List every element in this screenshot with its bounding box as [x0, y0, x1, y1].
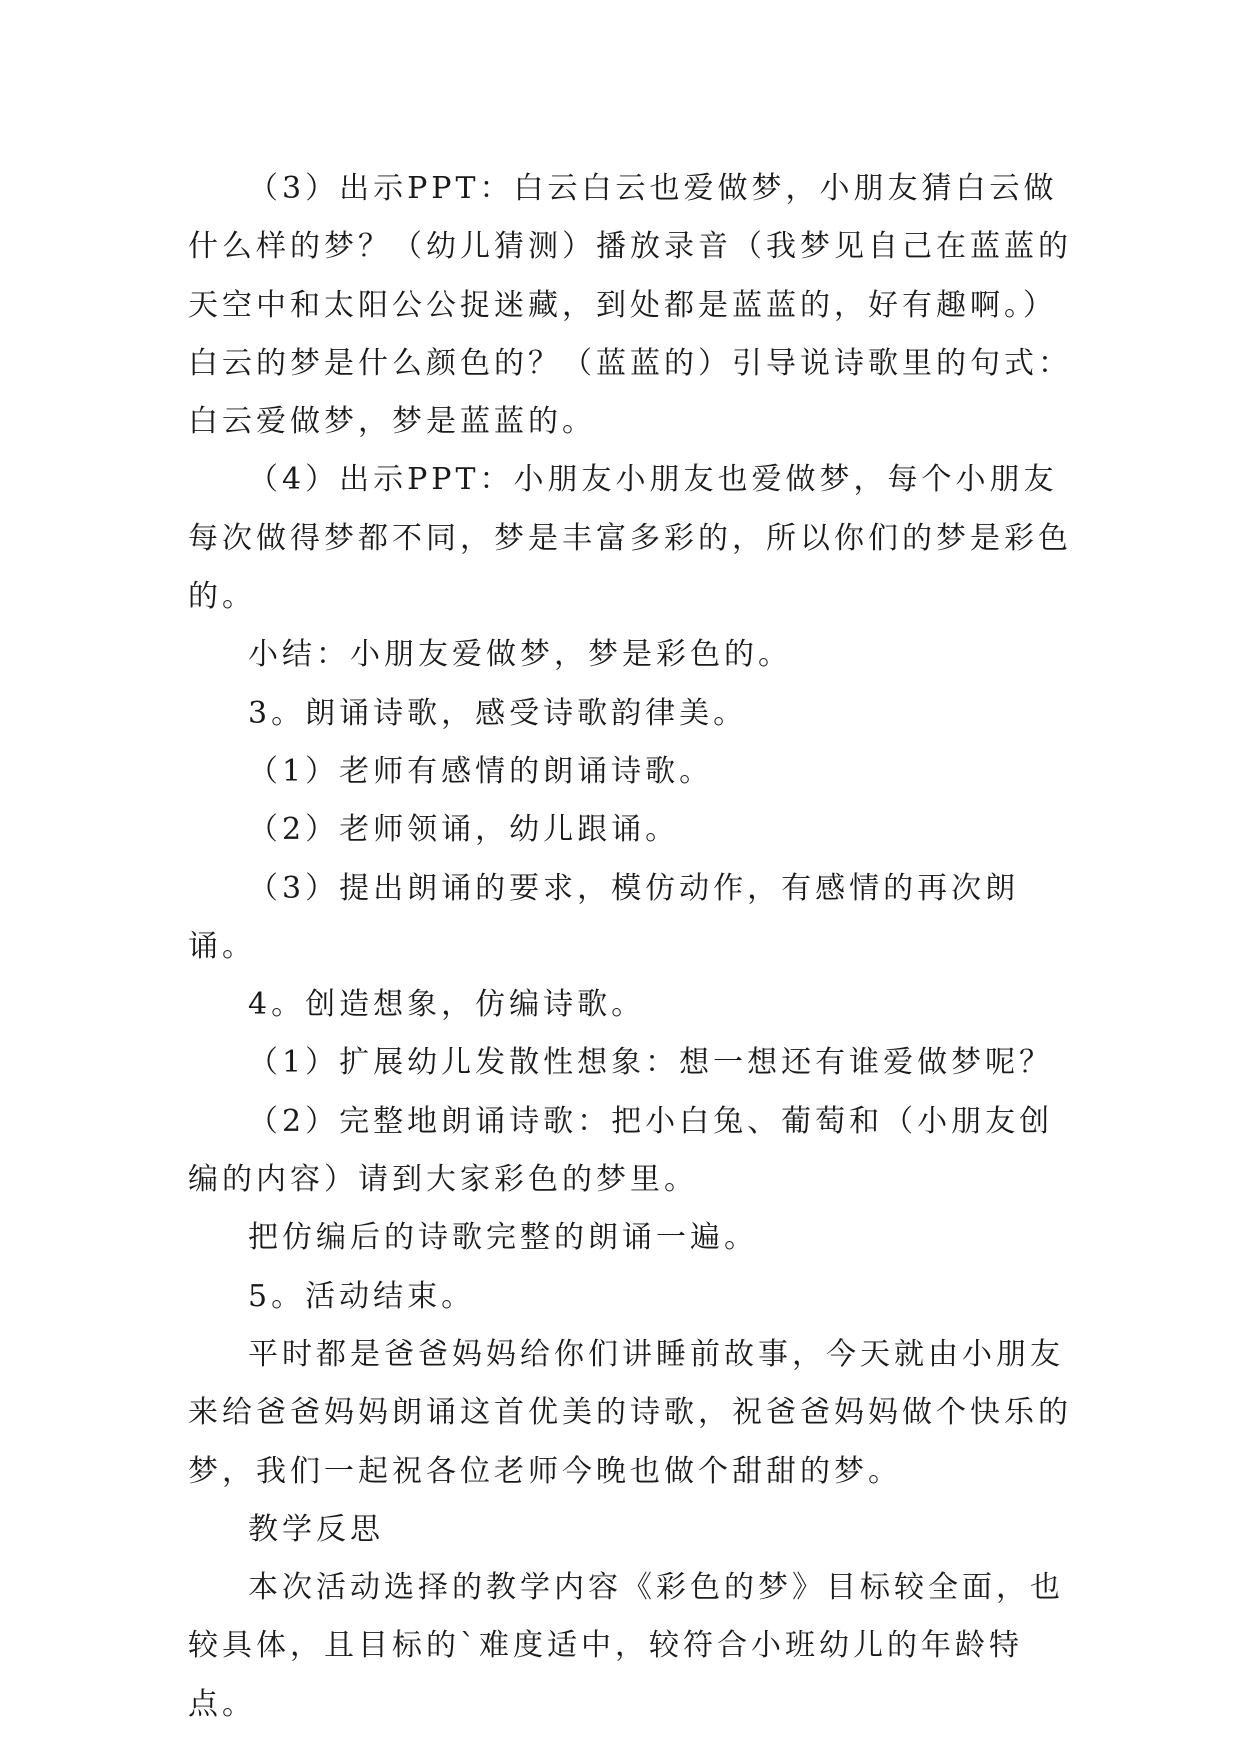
document-body: [188, 160, 1078, 1734]
list-item-recite-1: （1）老师有感情的朗诵诗歌。: [248, 753, 714, 789]
paragraph-white-cloud: （3）出示PPT：白云白云也爱做梦，小朋友猜白云做什么样的梦？（幼儿猜测）播放录音（我梦见自己在蓝蓝的天空中和太阳公公捉迷藏，到处都是蓝蓝的，好有趣啊。）白云的梦是什么颜色的？（蓝蓝的）引导说诗歌里的句式：白云爱做梦，梦是蓝蓝的。: [188, 171, 1072, 440]
section-heading-reflection: 教学反思: [248, 1511, 384, 1547]
paragraph-ending: 平时都是爸爸妈妈给你们讲睡前故事，今天就由小朋友来给爸爸妈妈朗诵这首优美的诗歌，祝爸爸妈妈做个快乐的梦，我们一起祝各位老师今晚也做个甜甜的梦。: [188, 1336, 1072, 1489]
list-item-recite-3: （3）提出朗诵的要求，模仿动作，有感情的再次朗诵。: [188, 870, 1020, 964]
paragraph-reflection: 本次活动选择的教学内容《彩色的梦》目标较全面，也较具体，且目标的`难度适中，较符合小班幼儿的年龄特点。: [188, 1570, 1064, 1722]
section-heading-end: 5。活动结束。: [248, 1278, 476, 1314]
section-heading-recite: 3。朗诵诗歌，感受诗歌韵律美。: [248, 695, 748, 731]
section-heading-create: 4。创造想象，仿编诗歌。: [248, 987, 646, 1023]
list-item-create-1: （1）扩展幼儿发散性想象：想一想还有谁爱做梦呢？: [248, 1045, 1054, 1081]
paragraph-children-dream: （4）出示PPT：小朋友小朋友也爱做梦，每个小朋友每次做得梦都不同，梦是丰富多彩的，所以你们的梦是彩色的。: [188, 462, 1072, 615]
list-item-recite-2: （2）老师领诵，幼儿跟诵。: [248, 812, 680, 848]
paragraph-summary: 小结：小朋友爱做梦，梦是彩色的。: [248, 637, 792, 673]
list-item-create-2: （2）完整地朗诵诗歌：把小白兔、葡萄和（小朋友创编的内容）请到大家彩色的梦里。: [188, 1103, 1054, 1198]
paragraph-recite-all: 把仿编后的诗歌完整的朗诵一遍。: [248, 1220, 758, 1256]
